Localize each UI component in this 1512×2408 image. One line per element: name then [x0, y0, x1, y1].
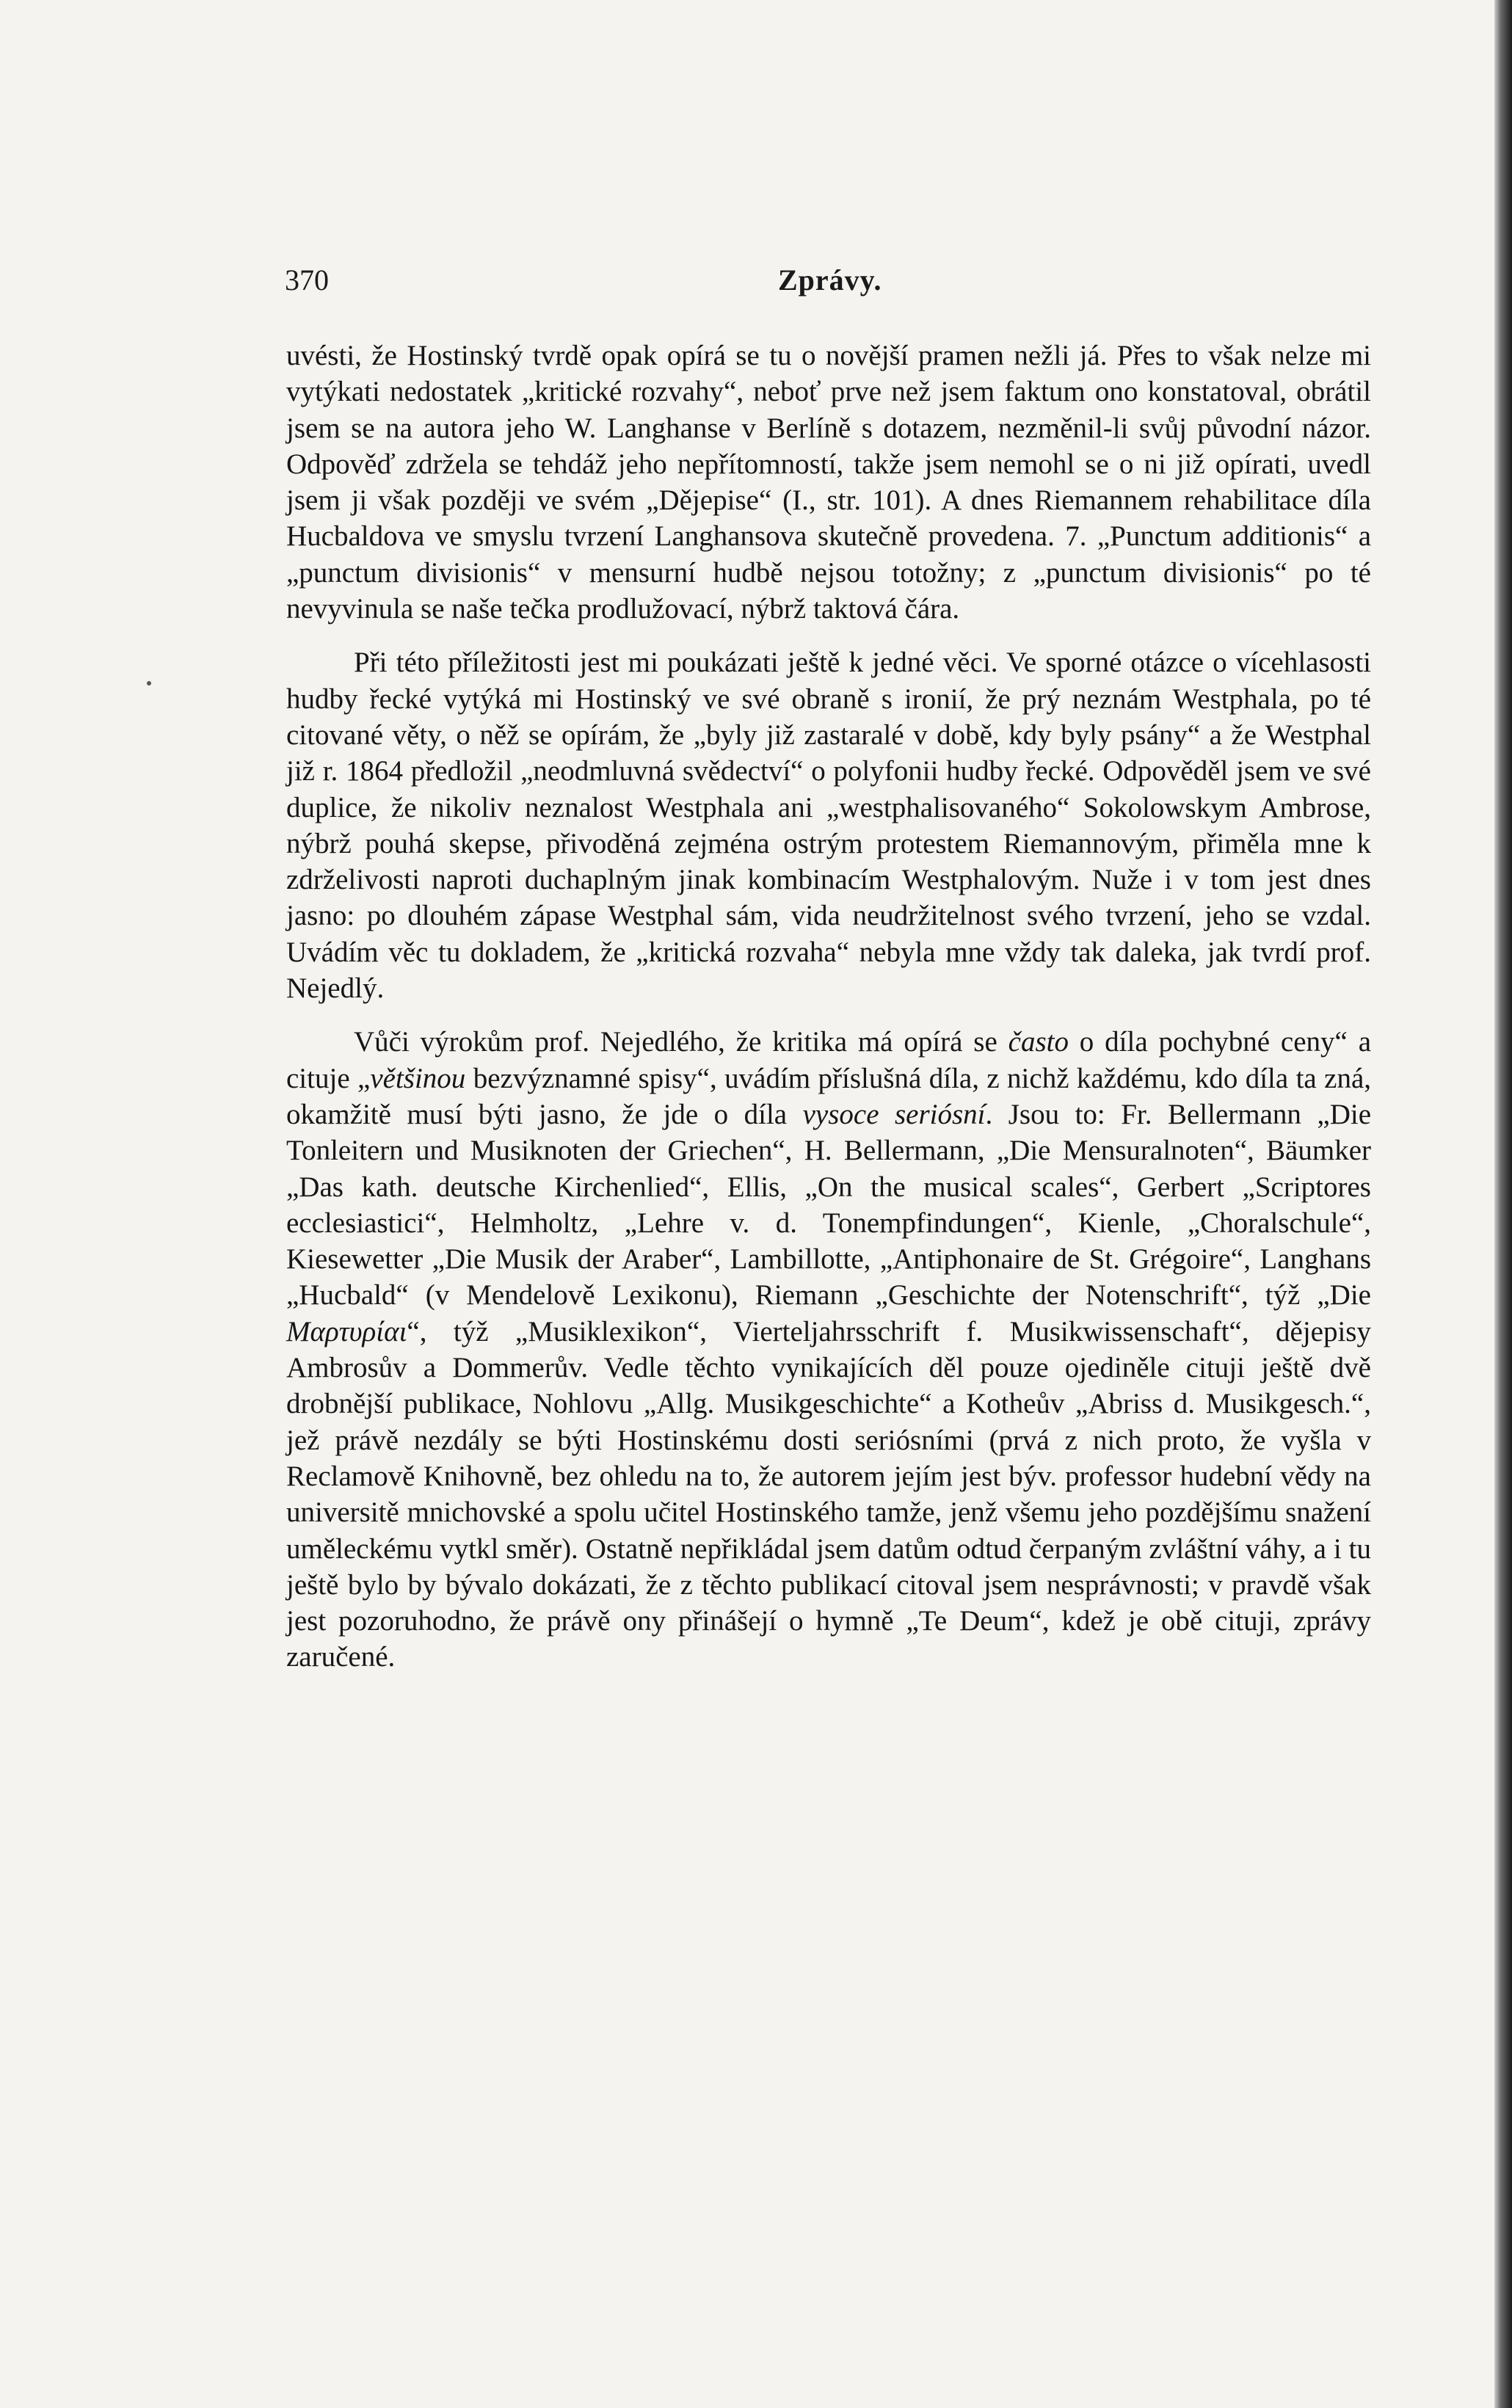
page-edge-shadow — [1494, 0, 1512, 2408]
body-text — [286, 338, 1371, 1676]
paragraph-3 — [286, 1024, 1371, 1675]
margin-speck — [147, 681, 151, 685]
running-title: Zprávy. — [778, 263, 882, 297]
greek-title: Μαρτυρίαι — [286, 1315, 407, 1347]
page-number: 370 — [285, 263, 329, 297]
page-header — [285, 263, 1386, 307]
emphasis-vetsinou: většinou — [370, 1062, 466, 1094]
paragraph-2: Při této příležitosti jest mi poukázati ještě k jedné věci. Ve sporné otázce o vícehlasosti hudby řecké vytýká mi Hostinský ve své obraně s ironií, že prý neznám Westphala, po té citované věty, o něž se opírám, že „byly již zastaralé v době, kdy byly psány“ a že Westphal již r. 1864 předložil „neodmluvná svědectví“ o polyfonii hudby řecké. Odpověděl jsem ve své duplice, že nikoliv neznalost Westphala ani „westphalisovaného“ Sokolowskym Ambrose, nýbrž pouhá skepse, přivoděná zejména ostrým protestem Riemannovým, přiměla mne k zdrželivosti naproti duchaplným jinak kombinacím Westphalovým. Nuže i v tom jest dnes jasno: po dlouhém zápase Westphal sám, vida neudržitelnost svého tvrzení, jeho se vzdal. Uvádím věc tu dokladem, že „kritická rozvaha“ nebyla mne vždy tak daleka, jak tvrdí prof. Nejedlý. — [286, 647, 1371, 1005]
paragraph-3-text: o díla pochybné ceny“ a cituje „ — [286, 1026, 1372, 1094]
paragraph-1: uvésti, že Hostinský tvrdě opak opírá se tu o novější pramen nežli já. Přes to však nelze mi vytýkati nedostatek „kritické rozvahy“, neboť prve než jsem faktum ono konstatoval, obrátil jsem se na autora jeho W. Langhanse v Berlíně s dotazem, nezměnil-li svůj původní názor. Odpověď zdržela se tehdáž jeho nepřítomností, takže jsem nemohl se o ni již opírati, uvedl jsem ji však později ve svém „Dějepise“ (I., str. 101). A dnes Riemannem rehabilitace díla Hucbaldova ve smyslu tvrzení Langhansova skutečně provedena. 7. „Punctum additionis“ a „punctum divisionis“ v mensurní hudbě nejsou totožny; z „punctum divisionis“ po té nevyvinula se naše tečka prodlužovací, nýbrž taktová čára. — [286, 340, 1371, 625]
paragraph-3-text: bezvýznamné spisy“, uvádím příslušná díla, z nichž každému, kdo díla ta zná, okamžitě musí býti jasno, že jde o díla — [286, 1062, 1372, 1130]
paragraph-3-text: Vůči výrokům prof. Nejedlého, že kritika má opírá se — [354, 1026, 1008, 1058]
emphasis-casto: často — [1008, 1026, 1069, 1058]
paragraph-3-text: “, týž „Musiklexikon“, Vierteljahrsschrift f. Musikwissenschaft“, dějepisy Ambrosův a Dommerův. Vedle těchto vynikajících děl pouze ojediněle cituji ještě dvě drobnější publikace, Nohlovu „Allg. Musikgeschichte“ a Kotheův „Abriss d. Musikgesch.“, jež právě nezdály se býti Hostinskému dosti seriósními (prvá z nich proto, že vyšla v Reclamově Knihovně, bez ohledu na to, že autorem jejím jest býv. professor hudební vědy na universitě mnichovské a spolu učitel Hostinského tamže, jenž všemu jeho pozdějšímu snažení uměleckému vytkl směr). Ostatně nepřikládal jsem datům odtud čerpaným zvláštní váhy, a i tu ještě bylo by bývalo dokázati, že z těchto publikací citoval jsem nesprávnosti; v pravdě však jest pozoruhodno, že právě ony přinášejí o hymně „Te Deum“, kdež je obě cituji, zprávy zaručené. — [286, 1315, 1371, 1673]
emphasis-vysoce-seriosni: vysoce seriósní — [802, 1098, 986, 1130]
paragraph-3-text: . Jsou to: Fr. Bellermann „Die Tonleitern und Musiknoten der Griechen“, H. Bellermann, „Die Mensuralnoten“, Bäumker „Das kath. deutsche Kirchenlied“, Ellis, „On the musical scales“, Gerbert „Scriptores ecclesiastici“, Helmholtz, „Lehre v. d. Tonempfindungen“, Kienle, „Choralschule“, Kiesewetter „Die Musik der Araber“, Lambillotte, „Antiphonaire de St. Grégoire“, Langhans „Hucbald“ (v Mendelově Lexikonu), Riemann „Geschichte der Notenschrift“, týž „Die — [286, 1098, 1372, 1312]
